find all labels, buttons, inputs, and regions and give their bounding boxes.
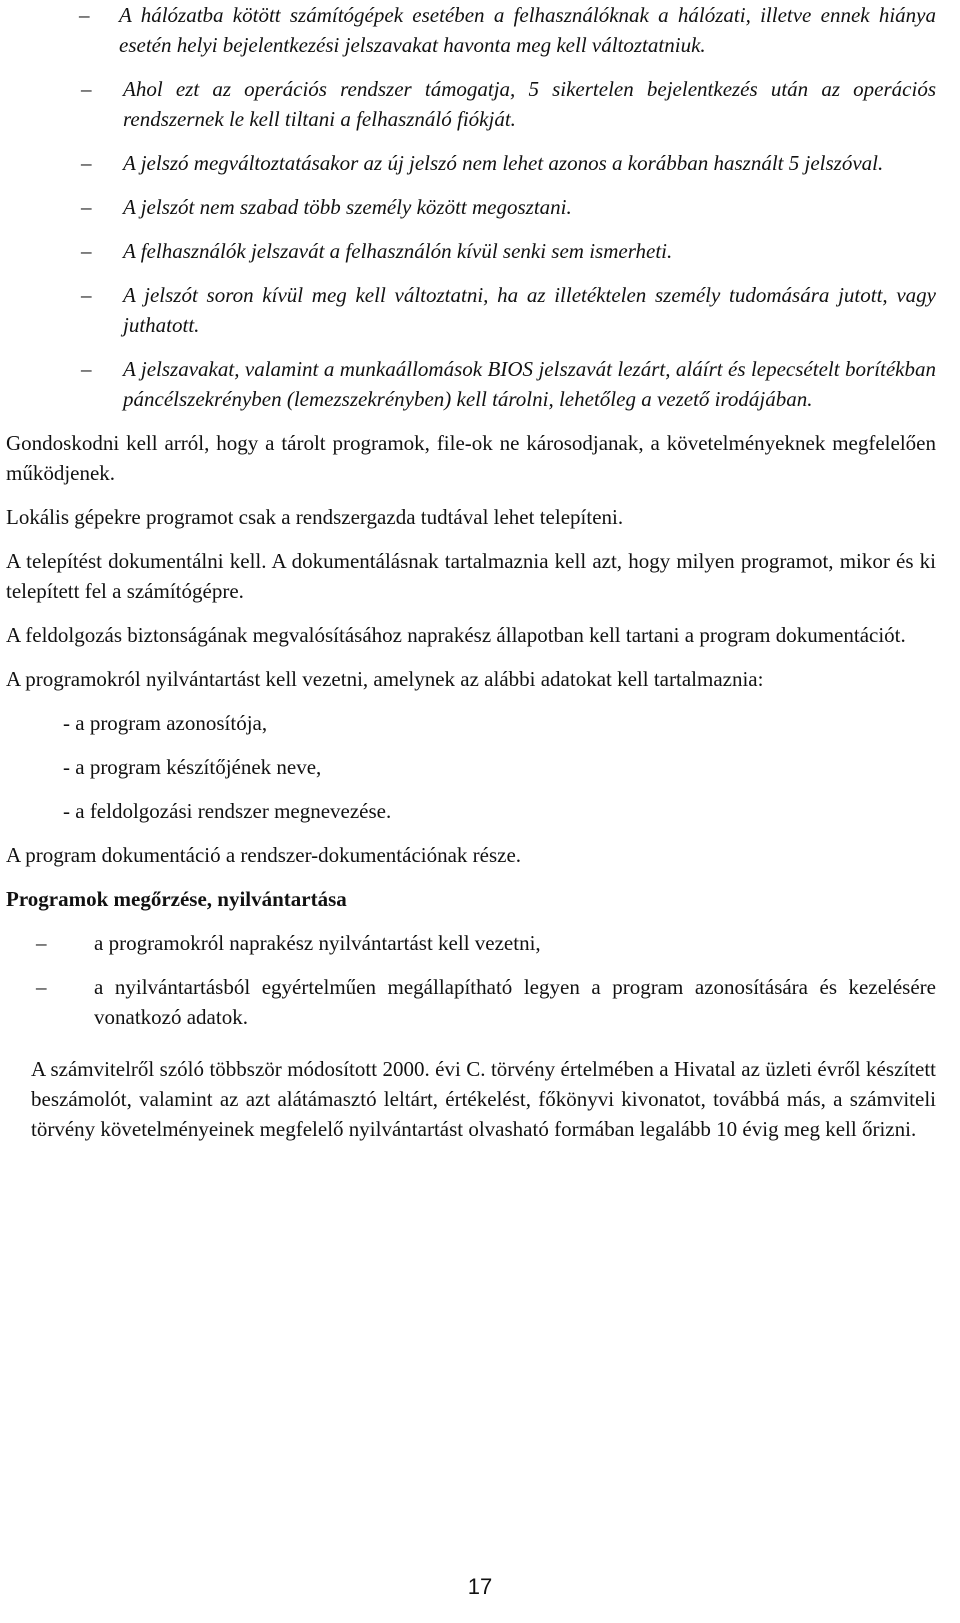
paragraph: A program dokumentáció a rendszer-dokumentációnak része. [6, 843, 522, 867]
retention-item-text: a programokról naprakész nyilvántartást kell vezetni, [94, 931, 541, 955]
dash-marker: – [81, 283, 92, 307]
dash-marker: – [81, 357, 92, 381]
page-number: 17 [467, 1574, 493, 1599]
dash-marker: – [36, 931, 47, 955]
password-rule-text: Ahol ezt az operációs rendszer támogatja, 5 sikertelen bejelentkezés után az operációs rendszernek le kell tiltani a felhasználó fiókját. [123, 77, 936, 131]
list-item [6, 928, 936, 958]
dash-marker: – [81, 239, 92, 263]
list-item: - a program azonosítója, [63, 711, 268, 735]
list-item: - a feldolgozási rendszer megnevezése. [63, 799, 392, 823]
password-rule-text: A jelszavakat, valamint a munkaállomások BIOS jelszavát lezárt, aláírt és lepecsételt borítékban páncélszekrényben (lemezszekrényben) kell tárolni, lehetőleg a vezető irodájában. [123, 357, 936, 411]
paragraph: Gondoskodni kell arról, hogy a tárolt programok, file-ok ne károsodjanak, a követelményeknek megfelelően működjenek. [6, 431, 936, 485]
program-record-fields-list [6, 708, 936, 826]
list-item [6, 354, 936, 414]
list-item [6, 148, 936, 178]
password-rule-text: A hálózatba kötött számítógépek esetében a felhasználóknak a hálózati, illetve ennek hiánya esetén helyi bejelentkezési jelszavakat havonta meg kell változtatniuk. [119, 3, 936, 57]
document-page [6, 0, 936, 1144]
list-item: - a program készítőjének neve, [63, 755, 322, 779]
paragraph: A feldolgozás biztonságának megvalósításához naprakész állapotban kell tartani a program dokumentációt. [6, 623, 906, 647]
dash-marker: – [81, 151, 92, 175]
section-heading: Programok megőrzése, nyilvántartása [6, 887, 347, 911]
dash-marker: – [81, 195, 92, 219]
dash-marker: – [81, 77, 92, 101]
list-item [6, 192, 936, 222]
paragraph: Lokális gépekre programot csak a rendszergazda tudtával lehet telepíteni. [6, 505, 624, 529]
list-item [6, 74, 936, 134]
password-rule-text: A felhasználók jelszavát a felhasználón kívül senki sem ismerheti. [123, 239, 673, 263]
list-item [6, 972, 936, 1032]
list-item [6, 0, 936, 60]
list-item [6, 280, 936, 340]
dash-marker: – [79, 3, 90, 27]
password-rules-list [6, 0, 936, 414]
accounting-paragraph: A számvitelről szóló többször módosított 2000. évi C. törvény értelmében a Hivatal az üzleti évről készített beszámolót, valamint az azt alátámasztó leltárt, értékelést, főkönyvi kivonatot, továbbá más, a számviteli törvény követelményeinek megfelelő nyilvántartást olvasható formában legalább 10 évig meg kell őrizni. [31, 1057, 936, 1141]
program-retention-list [6, 928, 936, 1032]
password-rule-text: A jelszót soron kívül meg kell változtatni, ha az illetéktelen személy tudomására jutott, vagy juthatott. [123, 283, 936, 337]
paragraph: A telepítést dokumentálni kell. A dokumentálásnak tartalmaznia kell azt, hogy milyen programot, mikor és ki telepített fel a számítógépre. [6, 549, 936, 603]
retention-item-text: a nyilvántartásból egyértelműen megállapítható legyen a program azonosítására és kezelésére vonatkozó adatok. [94, 975, 936, 1029]
dash-marker: – [36, 975, 47, 999]
password-rule-text: A jelszót nem szabad több személy között megosztani. [123, 195, 572, 219]
paragraph: A programokról nyilvántartást kell vezetni, amelynek az alábbi adatokat kell tartalmaznia: [6, 667, 764, 691]
password-rule-text: A jelszó megváltoztatásakor az új jelszó nem lehet azonos a korábban használt 5 jelszóval. [123, 151, 884, 175]
list-item [6, 236, 936, 266]
